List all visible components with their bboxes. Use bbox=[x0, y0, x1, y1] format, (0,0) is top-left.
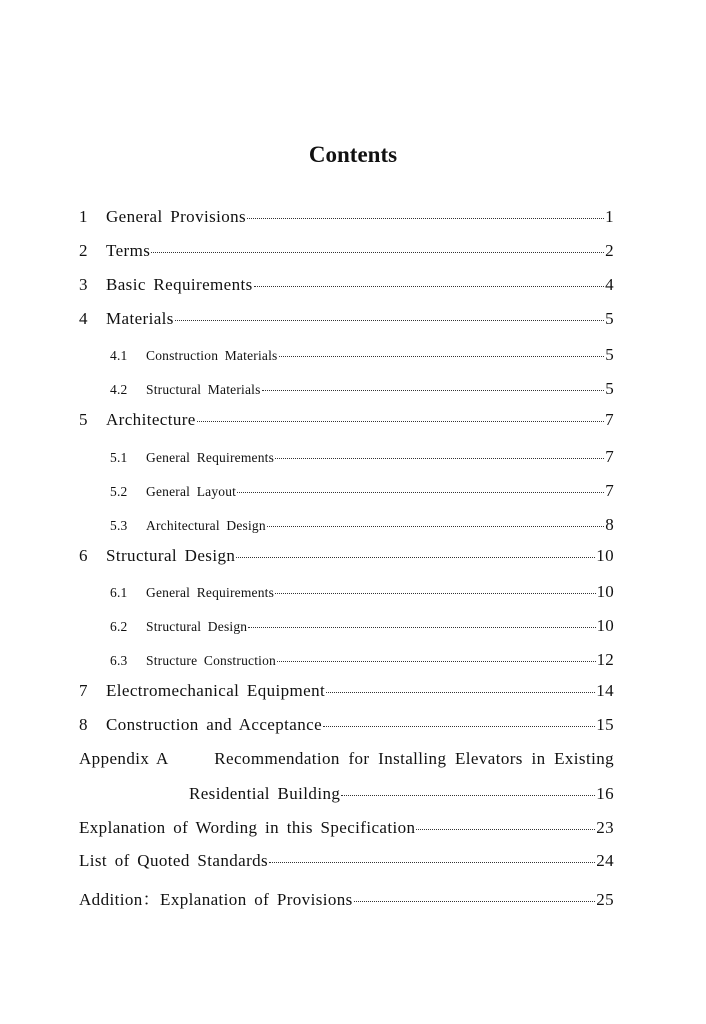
dot-leader bbox=[323, 726, 595, 727]
toc-page: 10 bbox=[596, 582, 614, 601]
toc-number: 8 bbox=[79, 715, 88, 734]
toc-number: 4 bbox=[79, 309, 88, 328]
dot-leader bbox=[248, 627, 595, 628]
toc-label: General Layout bbox=[146, 484, 237, 499]
toc-explanation-of-wording[interactable] bbox=[79, 818, 614, 838]
toc-label: Addition：Explanation of Provisions bbox=[79, 890, 353, 909]
toc-label: List of Quoted Standards bbox=[79, 851, 269, 870]
dot-leader bbox=[277, 661, 596, 662]
dot-leader bbox=[262, 390, 605, 391]
toc-page: 4 bbox=[605, 275, 614, 294]
toc-entry-8[interactable] bbox=[79, 715, 614, 735]
toc-entry-1[interactable] bbox=[79, 207, 614, 227]
toc-label: Electromechanical Equipment bbox=[106, 681, 326, 700]
toc-number: 4.1 bbox=[110, 348, 128, 363]
toc-label: Terms bbox=[106, 241, 151, 260]
toc-number: 6.2 bbox=[110, 619, 128, 634]
toc-label: Explanation of Wording in this Specification bbox=[79, 818, 416, 837]
dot-leader bbox=[267, 526, 604, 527]
toc-page: 25 bbox=[596, 890, 614, 909]
toc-number: 5.2 bbox=[110, 484, 128, 499]
dot-leader bbox=[275, 593, 596, 594]
toc-label: Materials bbox=[106, 309, 174, 328]
toc-label: General Requirements bbox=[146, 585, 275, 600]
appendix-title-line1: Recommendation for Installing Elevators in Existing bbox=[214, 749, 614, 768]
dot-leader bbox=[269, 862, 595, 863]
toc-page: 1 bbox=[605, 207, 614, 226]
toc-page: 5 bbox=[605, 309, 614, 328]
toc-addition-explanation[interactable] bbox=[79, 885, 614, 910]
toc-entry-5-2[interactable] bbox=[110, 481, 614, 501]
dot-leader bbox=[275, 458, 604, 459]
toc-number: 3 bbox=[79, 275, 88, 294]
toc-page: 5 bbox=[605, 379, 614, 398]
toc-appendix-a[interactable] bbox=[79, 749, 614, 769]
toc-page: 8 bbox=[605, 515, 614, 534]
dot-leader bbox=[247, 218, 604, 219]
toc-page: 2 bbox=[605, 241, 614, 260]
appendix-title-line2: Residential Building bbox=[189, 784, 341, 803]
toc-number: 5.3 bbox=[110, 518, 128, 533]
toc-page: 10 bbox=[596, 546, 614, 565]
toc-number: 5 bbox=[79, 410, 88, 429]
toc-page: 7 bbox=[605, 481, 614, 500]
dot-leader bbox=[416, 829, 595, 830]
dot-leader bbox=[254, 286, 604, 287]
toc-label: Construction and Acceptance bbox=[106, 715, 323, 734]
dot-leader bbox=[175, 320, 604, 321]
toc-page: 5 bbox=[605, 345, 614, 364]
toc-number: 4.2 bbox=[110, 382, 128, 397]
page-title: Contents bbox=[308, 142, 398, 167]
toc-page: 10 bbox=[596, 616, 614, 635]
toc-entry-4-2[interactable] bbox=[110, 379, 614, 399]
toc-entry-6-2[interactable] bbox=[110, 616, 614, 636]
toc-page: 23 bbox=[596, 818, 614, 837]
toc-label: Structural Design bbox=[106, 546, 236, 565]
appendix-prefix: Appendix A bbox=[79, 749, 169, 768]
toc-label: Structural Design bbox=[146, 619, 248, 634]
toc-entry-5-1[interactable] bbox=[110, 447, 614, 467]
toc-page: 14 bbox=[596, 681, 614, 700]
toc-entry-6[interactable] bbox=[79, 546, 614, 566]
dot-leader bbox=[354, 901, 596, 902]
toc-number: 1 bbox=[79, 207, 88, 226]
toc-list-of-quoted-standards[interactable] bbox=[79, 851, 614, 871]
toc-label: Basic Requirements bbox=[106, 275, 253, 294]
toc-entry-4[interactable] bbox=[79, 309, 614, 329]
dot-leader bbox=[279, 356, 605, 357]
toc-label: Construction Materials bbox=[146, 348, 278, 363]
toc-entry-3[interactable] bbox=[79, 275, 614, 295]
toc-label: General Requirements bbox=[146, 450, 275, 465]
toc-entry-6-1[interactable] bbox=[110, 582, 614, 602]
toc-label: General Provisions bbox=[106, 207, 247, 226]
toc-number: 6.3 bbox=[110, 653, 128, 668]
toc-page: 16 bbox=[596, 784, 614, 803]
toc-label: Architecture bbox=[106, 410, 196, 429]
toc-number: 5.1 bbox=[110, 450, 128, 465]
toc-page: 24 bbox=[596, 851, 614, 870]
dot-leader bbox=[326, 692, 595, 693]
toc-entry-5-3[interactable] bbox=[110, 515, 614, 535]
toc-entry-4-1[interactable] bbox=[110, 345, 614, 365]
toc-entry-7[interactable] bbox=[79, 681, 614, 701]
toc-number: 7 bbox=[79, 681, 88, 700]
toc-label: Structural Materials bbox=[146, 382, 261, 397]
toc-label: Architectural Design bbox=[146, 518, 266, 533]
toc-number: 6.1 bbox=[110, 585, 128, 600]
toc-number: 6 bbox=[79, 546, 88, 565]
toc-page: 7 bbox=[605, 447, 614, 466]
dot-leader bbox=[151, 252, 604, 253]
dot-leader bbox=[341, 795, 595, 796]
dot-leader bbox=[197, 421, 604, 422]
toc-entry-6-3[interactable] bbox=[110, 650, 614, 670]
toc-page: 15 bbox=[596, 715, 614, 734]
toc-entry-2[interactable] bbox=[79, 241, 614, 261]
toc-appendix-a-continuation[interactable] bbox=[189, 784, 614, 804]
toc-entry-5[interactable] bbox=[79, 410, 614, 430]
dot-leader bbox=[236, 557, 595, 558]
dot-leader bbox=[237, 492, 604, 493]
toc-label: Structure Construction bbox=[146, 653, 277, 668]
toc-page: 7 bbox=[605, 410, 614, 429]
toc-page: 12 bbox=[596, 650, 614, 669]
toc-number: 2 bbox=[79, 241, 88, 260]
